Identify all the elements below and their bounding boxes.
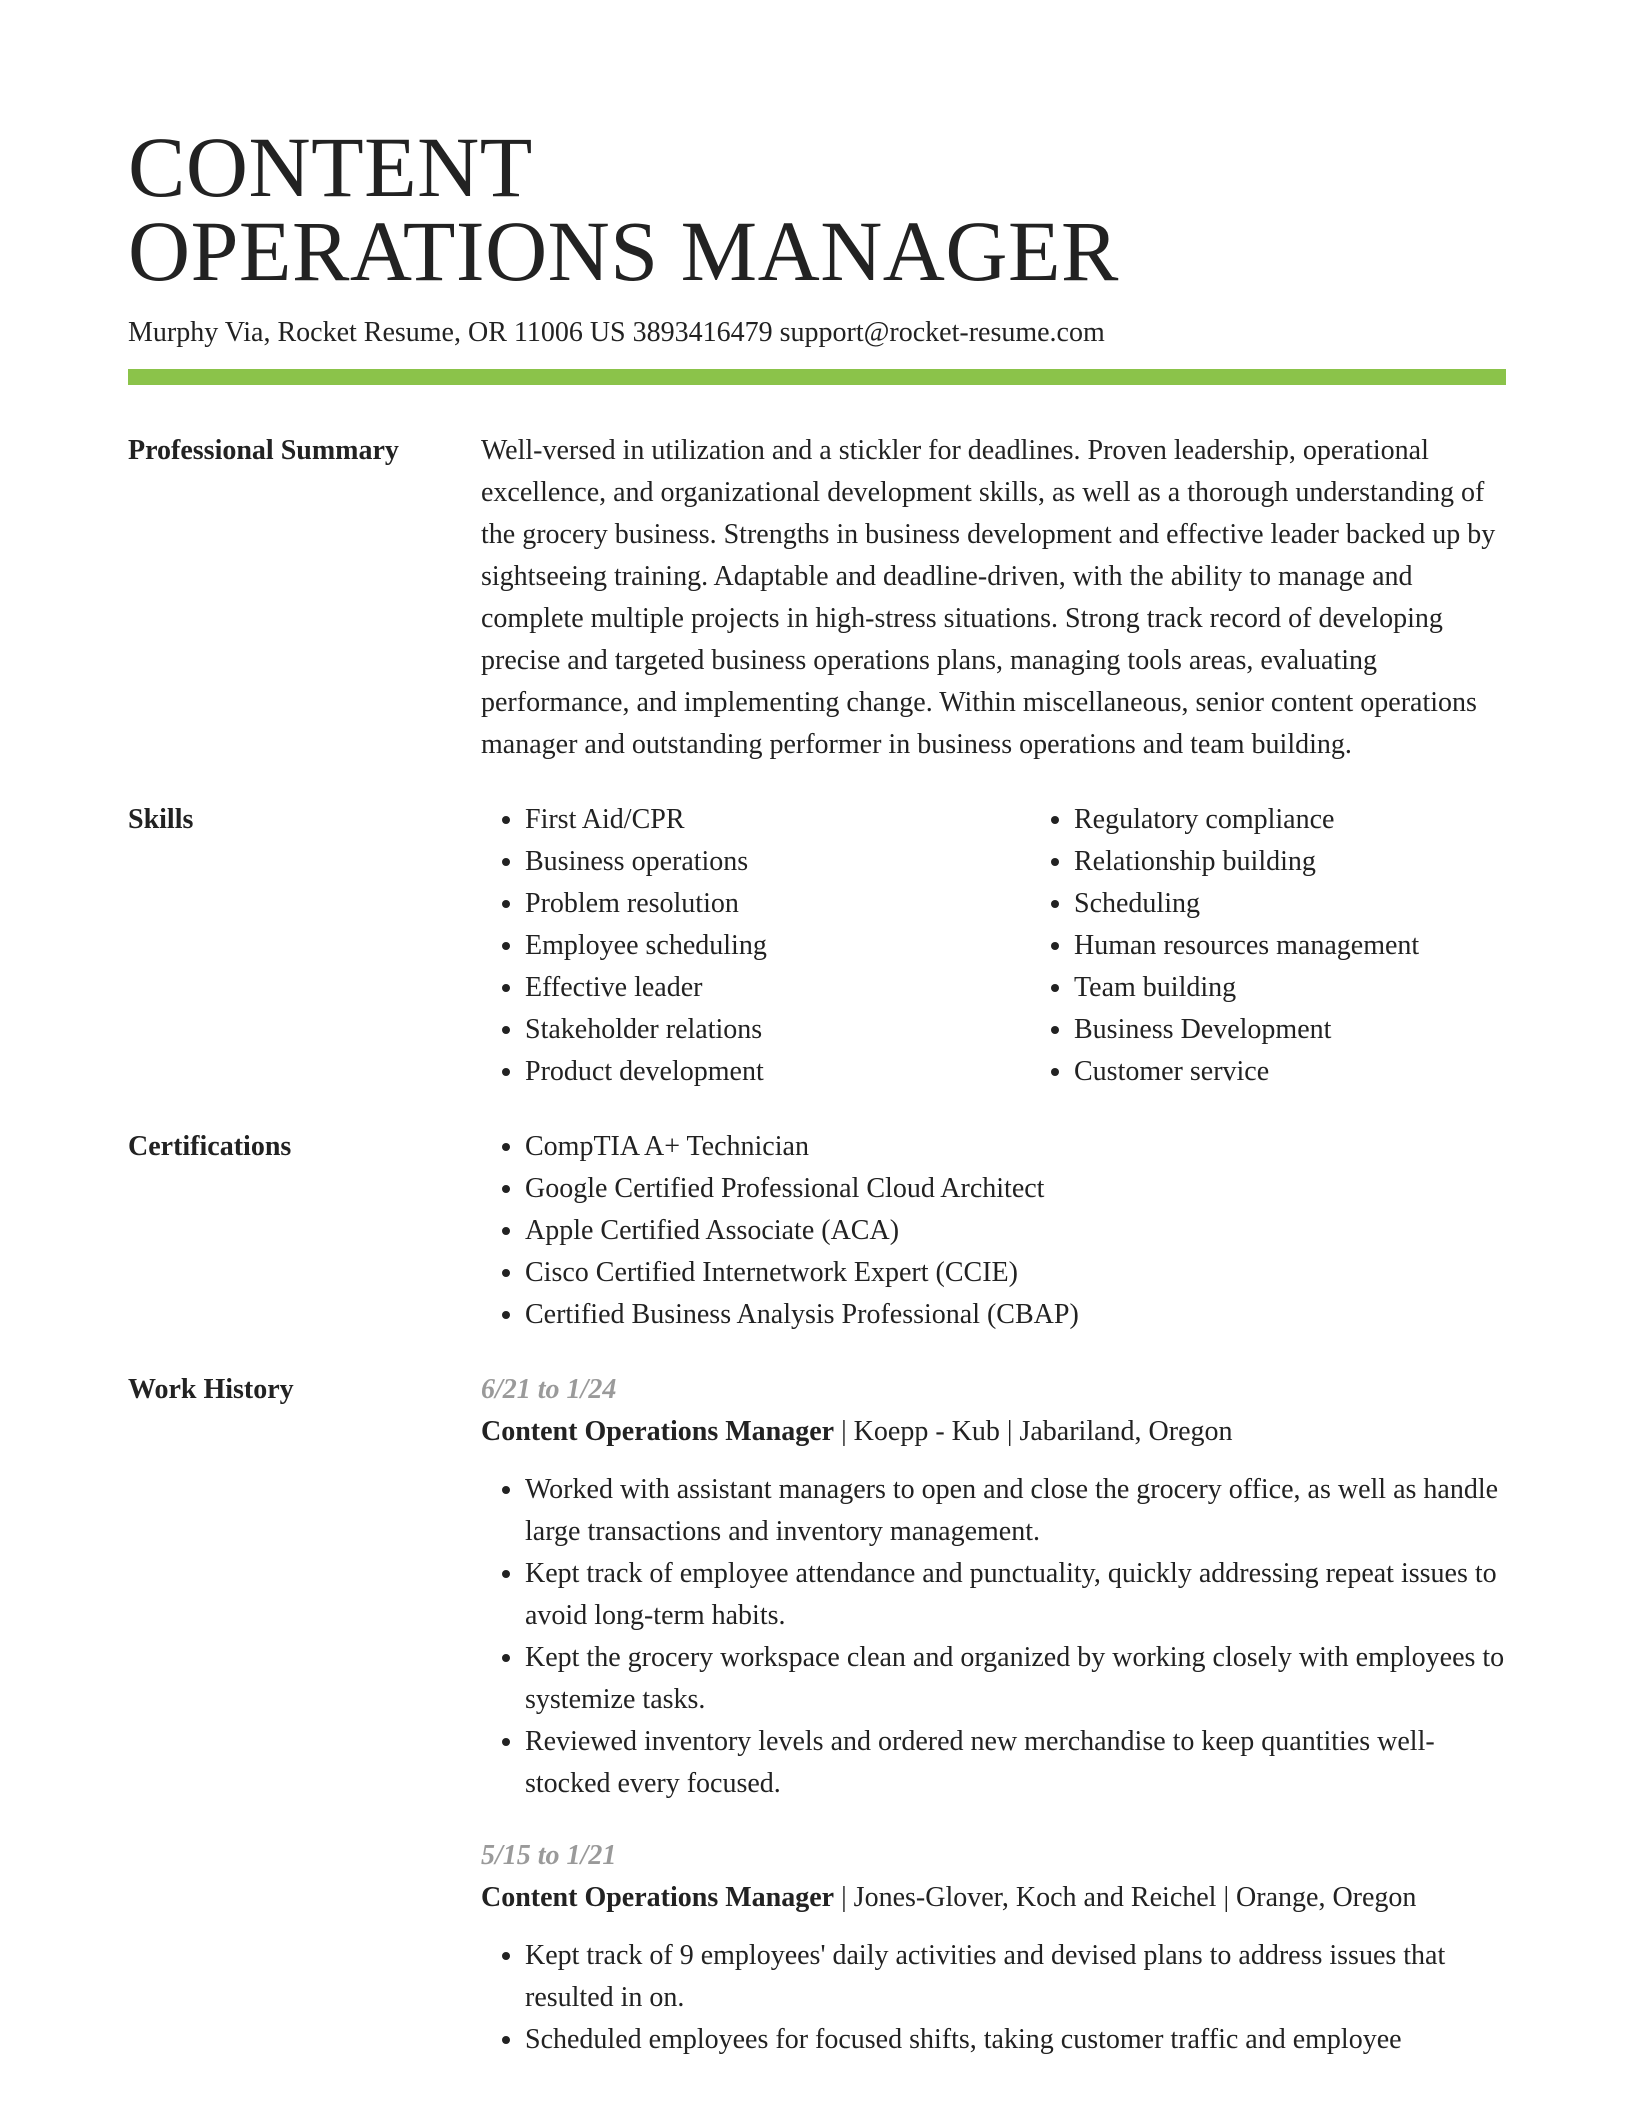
skill-item: • Scheduling	[1074, 883, 1579, 925]
certification-item: • Google Certified Professional Cloud Architect	[525, 1168, 1506, 1210]
summary-body	[481, 430, 1506, 766]
skill-item: • Customer service	[1074, 1051, 1579, 1093]
skills-label: Skills	[128, 804, 194, 835]
job-title: Content Operations Manager	[481, 1416, 835, 1447]
job-bullet: • Scheduled employees for focused shifts, taking customer traffic and employee	[525, 2019, 1506, 2061]
skill-item: • Employee scheduling	[525, 925, 1030, 967]
certifications-body	[481, 1126, 1506, 1336]
skills-section	[128, 799, 1506, 1093]
job-heading	[481, 1877, 1506, 1919]
certification-item: • Apple Certified Associate (ACA)	[525, 1210, 1506, 1252]
skill-item: • Effective leader	[525, 967, 1030, 1009]
page-title	[128, 0, 1506, 299]
job-bullets	[481, 1469, 1506, 1805]
job-bullet: • Kept track of 9 employees' daily activities and devised plans to address issues that resulted in on.	[525, 1935, 1506, 2019]
job-bullet: • Reviewed inventory levels and ordered new merchandise to keep quantities well-stocked every focused.	[525, 1721, 1506, 1805]
summary-label: Professional Summary	[128, 435, 399, 466]
job-heading	[481, 1411, 1506, 1453]
skill-item: • First Aid/CPR	[525, 799, 1030, 841]
skills-columns	[481, 799, 1579, 1093]
job-title: Content Operations Manager	[481, 1882, 835, 1913]
skill-item: • Relationship building	[1074, 841, 1579, 883]
skill-item: • Stakeholder relations	[525, 1009, 1030, 1051]
certifications-list	[481, 1126, 1506, 1336]
skill-item: • Problem resolution	[525, 883, 1030, 925]
job-entry	[481, 1369, 1506, 1805]
job-bullet: • Kept the grocery workspace clean and organized by working closely with employees to systemize tasks.	[525, 1637, 1506, 1721]
job-details: | Koepp - Kub | Jabariland, Oregon	[834, 1416, 1233, 1447]
skills-list-left	[481, 799, 1030, 1093]
certification-item: • CompTIA A+ Technician	[525, 1126, 1506, 1168]
summary-section	[128, 430, 1506, 766]
skill-item: • Team building	[1074, 967, 1579, 1009]
title-line-1: CONTENT	[128, 119, 533, 215]
title-line-2: OPERATIONS MANAGER	[128, 203, 1119, 299]
contact-line: Murphy Via, Rocket Resume, OR 11006 US 3893416479 support@rocket-resume.com	[128, 317, 1105, 348]
job-details: | Jones-Glover, Koch and Reichel | Orange, Oregon	[834, 1882, 1417, 1913]
skill-item: • Product development	[525, 1051, 1030, 1093]
accent-divider	[128, 369, 1506, 385]
job-dates: 6/21 to 1/24	[481, 1374, 617, 1405]
skill-item: • Business Development	[1074, 1009, 1579, 1051]
certifications-section	[128, 1126, 1506, 1336]
certification-item: • Cisco Certified Internetwork Expert (CCIE)	[525, 1252, 1506, 1294]
certification-item: • Certified Business Analysis Professional (CBAP)	[525, 1294, 1506, 1336]
skills-list-right	[1030, 799, 1579, 1093]
job-bullet: • Worked with assistant managers to open and close the grocery office, as well as handle large transactions and inventory management.	[525, 1469, 1506, 1553]
job-bullet: • Kept track of employee attendance and punctuality, quickly addressing repeat issues to avoid long-term habits.	[525, 1553, 1506, 1637]
job-dates: 5/15 to 1/21	[481, 1840, 617, 1871]
skill-item: • Regulatory compliance	[1074, 799, 1579, 841]
skill-item: • Business operations	[525, 841, 1030, 883]
certifications-label: Certifications	[128, 1131, 292, 1162]
resume-page	[128, 0, 1506, 2061]
job-bullets	[481, 1935, 1506, 2061]
job-entry	[481, 1835, 1506, 2061]
work-history-section	[128, 1369, 1506, 2061]
work-history-body	[481, 1369, 1506, 2061]
skill-item: • Human resources management	[1074, 925, 1579, 967]
summary-text: Well-versed in utilization and a stickler for deadlines. Proven leadership, operational excellence, and organizational development skills, as well as a thorough understanding of the grocery business. Strengths in business development and effective leader backed up by sightseeing training. Adaptable and deadline-driven, with the ability to manage and complete multiple projects in high-stress situations. Strong track record of developing precise and targeted business operations plans, managing tools areas, evaluating performance, and implementing change. Within miscellaneous, senior content operations manager and outstanding performer in business operations and team building.	[481, 435, 1496, 760]
work-history-label: Work History	[128, 1374, 294, 1405]
